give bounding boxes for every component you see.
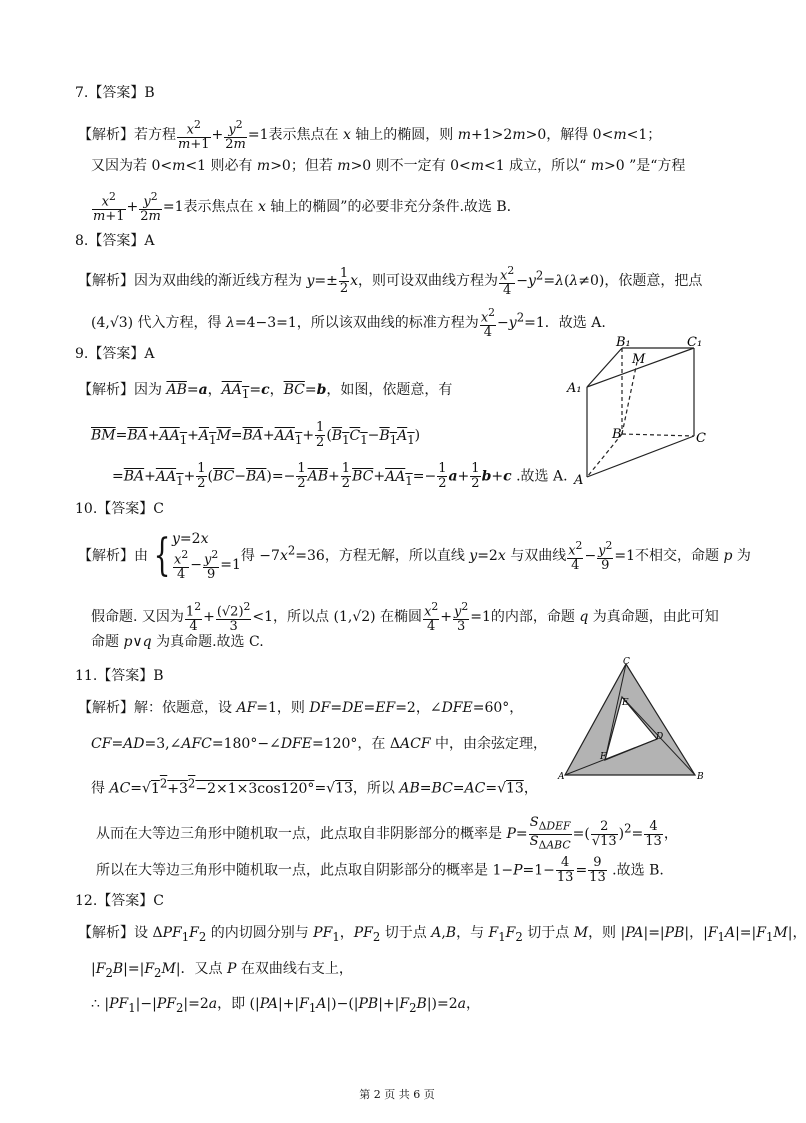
explanation-11-line-5: 所以在大等边三角形中随机取一点，此点取自阴影部分的概率是 1−P=1− $\frac{4}{13}$ = $\frac{9}{13}$ .故选 B. — [96, 855, 664, 885]
answer-9: 9.【答案】A — [75, 346, 155, 362]
label-a: A — [558, 772, 565, 782]
triangle-figure — [555, 655, 715, 785]
explanation-7-line-2: 又因为若 0<m<1 则必有 m>0；但若 m>0 则不一定有 0<m<1 成立，所以“ m>0 ”是“方程 — [91, 158, 686, 174]
prism-figure — [560, 330, 720, 490]
explanation-9-line-1: 【解析】因为 $\overline{AB}=a$，$AA_1=c$，$\overline{BC}=b$，如图，依题意，有 — [78, 382, 453, 401]
answer-12: 12.【答案】C — [75, 893, 164, 909]
explanation-8-line-1: 【解析】因为双曲线的渐近线方程为 y=± $\frac{1}{2}$ x，则可设双曲线方程为 $\frac{x^2}{4}$ $-y^2=\lambda(\lambda\ne 0)$，依题意，把点 — [78, 264, 703, 299]
label-d: D — [656, 732, 664, 742]
answer-7: 7.【答案】B — [75, 85, 155, 101]
label-a: A — [574, 473, 584, 488]
label-b1: B₁ — [616, 335, 631, 350]
explanation-10-line-2: 假命题. 又因为 $\frac{1^2}{4}$ + $\frac{(√2)^2}{3}$ <1，所以点 (1,√2) 在椭圆 $\frac{x^2}{4}$ + $\frac{y^2}{3}$ =1的内部，命题 q 为真命题，由此可知 — [91, 600, 719, 635]
label-a1: A₁ — [567, 381, 582, 396]
page-footer: 第 2 页 共 6 页 — [359, 1088, 435, 1101]
answer-10: 10.【答案】C — [75, 501, 164, 517]
answer-11: 11.【答案】B — [75, 668, 164, 684]
label-c: C — [696, 431, 706, 446]
explanation-11-line-1: 【解析】解：依题意，设 AF=1，则 DF=DE=EF=2，∠DFE=60°， — [78, 700, 524, 716]
explanation-12-line-3: ∴ $|PF_1|-|PF_2|=2a$，即 $(|PA|+|F_1A|)-(|PB|+|F_2B|)=2a$， — [91, 996, 481, 1015]
explanation-11-line-3: 得 $AC=√1^2+3^2-2\times 1\times 3\cos 120^\circ=√13$，所以 AB=BC=AC=√13， — [91, 776, 538, 797]
explanation-12-line-2: $|F_2B|=|F_2M|$．又点 P 在双曲线右支上， — [91, 961, 353, 980]
label-c1: C₁ — [687, 335, 703, 350]
label-f: F — [600, 752, 607, 762]
explanation-9-line-2: $\overline{BM}=\overline{BA}+AA_1+A_1M=\overline{BA}+AA_1+$ $\frac{1}{2}$ $(B_1C_1-B_1A_1)$ — [91, 420, 421, 450]
explanation-11-line-4: 从而在大等边三角形中随机取一点，此点取自非阴影部分的概率是 P= $\frac{S_{\Delta DEF}}{S_{\Delta ABC}}$ =( $\frac{2}{√13}$ )$^2$= $\frac{4}{13}$ ， — [96, 815, 678, 852]
explanation-10-line-1: 【解析】由 { y=2x $\frac{x^2}{4}$ − $\frac{y^2}{9}$ =1 得 $-7x^2=36$，方程无解，所以直线 y=2x 与双曲线 $\frac{x^2}{4}$ − $\frac{y^2}{9}$ =1不相交，命题 p 为 — [78, 530, 751, 583]
explanation-10-line-3: 命题 p∨q 为真命题.故选 C. — [91, 634, 264, 650]
label-e: E — [622, 698, 629, 708]
answer-8: 8.【答案】A — [75, 233, 155, 249]
label-b: B — [697, 772, 704, 782]
label-b: B — [612, 427, 622, 442]
explanation-12-line-1: 【解析】设 $\Delta PF_1F_2$ 的内切圆分别与 $PF_1$，$PF_2$ 切于点 A,B，与 $F_1F_2$ 切于点 M，则 |PA|=|PB|，$|F_1A|=|F_1M|$， — [78, 925, 806, 944]
explanation-9-line-3: $=\overline{BA}+AA_1+$ $\frac{1}{2}$ $(\overline{BC}-\overline{BA})=-$ $\frac{1}{2}$ $\overline{AB}+$ $\frac{1}{2}$ $\overline{BC}+AA_1=-$ $\frac{1}{2}$ a+ $\frac{1}{2}$ b+c .故选 A. — [112, 461, 568, 491]
explanation-11-line-2: CF=AD=3,∠AFC=180°−∠DFE=120°，在 ΔACF 中，由余弦定理， — [91, 736, 547, 752]
label-m: M — [632, 352, 646, 367]
explanation-7-line-1: 【解析】若方程 $\frac{x^2}{m+1}$ + $\frac{y^2}{2m}$ =1表示焦点在 x 轴上的椭圆，则 m+1>2m>0，解得 0<m<1； — [78, 118, 662, 153]
explanation-7-line-3: $\frac{x^2}{m+1}$ + $\frac{y^2}{2m}$ =1表示焦点在 x 轴上的椭圆”的必要非充分条件.故选 B. — [93, 190, 512, 225]
explanation-8-line-2: (4,√3) 代入方程，得 λ=4−3=1，所以该双曲线的标准方程为 $\frac{x^2}{4}$ $-y^2=1$．故选 A. — [91, 306, 606, 341]
label-c: C — [623, 657, 630, 667]
